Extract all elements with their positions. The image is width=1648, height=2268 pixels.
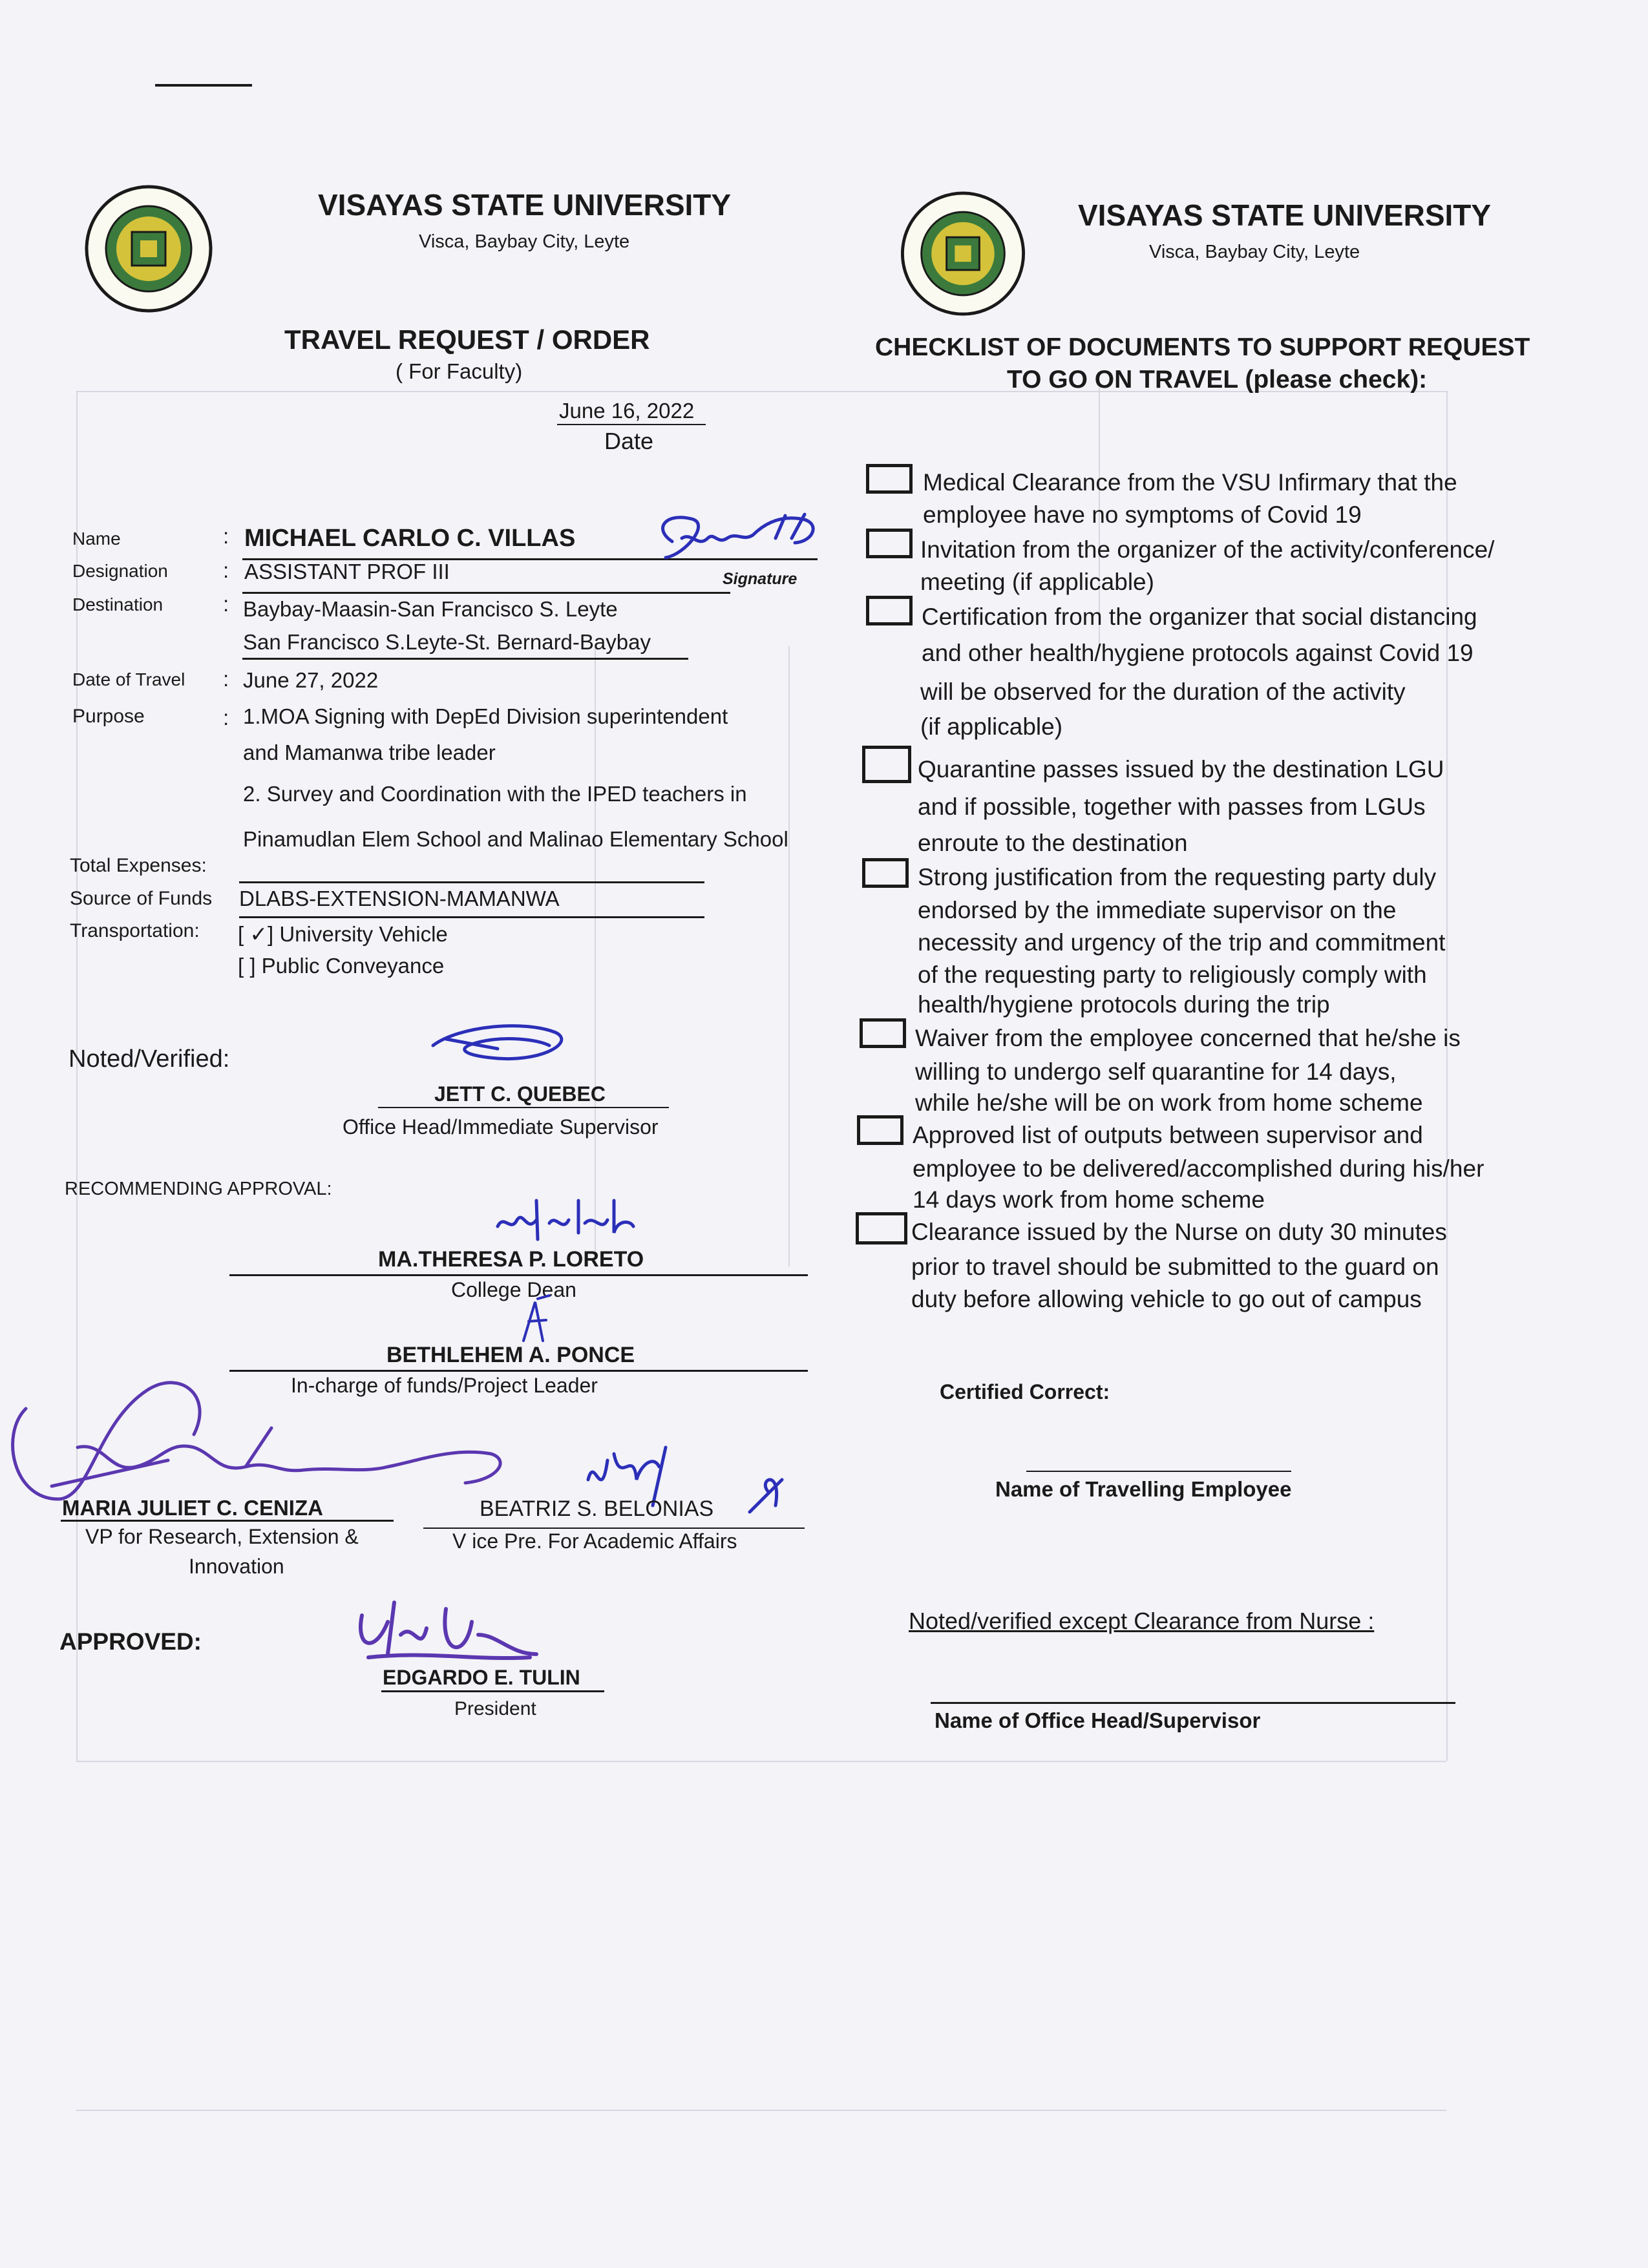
checkbox-certification[interactable]	[866, 596, 913, 625]
employee-signature	[646, 503, 834, 574]
date-of-travel-label: Date of Travel	[72, 669, 185, 689]
funds-initials	[511, 1296, 562, 1347]
checklist-item-text: prior to travel should be submitted to the guard on	[911, 1254, 1439, 1280]
purpose-line: 2. Survey and Coordination with the IPED teachers in	[243, 782, 747, 806]
checklist-item-text: will be observed for the duration of the activity	[920, 678, 1406, 705]
travelling-employee-label: Name of Travelling Employee	[995, 1477, 1292, 1501]
name-label: Name	[72, 529, 121, 549]
checklist-item-text: 14 days work from home scheme	[913, 1186, 1265, 1213]
colon: :	[223, 706, 229, 730]
checklist-item-text: employee to be delivered/accomplished during his/her	[913, 1155, 1484, 1182]
president-title: President	[454, 1698, 536, 1719]
source-of-funds-underline	[239, 916, 704, 918]
destination-line1: Baybay-Maasin-San Francisco S. Leyte	[243, 597, 618, 621]
form-title: TRAVEL REQUEST / ORDER	[284, 324, 650, 355]
checklist-item-text: of the requesting party to religiously comply with	[918, 961, 1427, 988]
vp-research-title-line2: Innovation	[189, 1555, 284, 1578]
vp-research-title: VP for Research, Extension &	[85, 1525, 359, 1548]
checklist-item-text: and other health/hygiene protocols against Covid 19	[922, 640, 1474, 666]
checklist-item-text: Waiver from the employee concerned that he/she is	[915, 1025, 1461, 1051]
vp-research-line	[61, 1520, 394, 1522]
date-label: Date	[604, 428, 654, 454]
source-of-funds-label: Source of Funds	[70, 888, 213, 909]
vp-research-name: MARIA JULIET C. CENIZA	[62, 1496, 323, 1520]
checklist-item-text: necessity and urgency of the trip and commitment	[918, 929, 1446, 956]
certified-correct-label: Certified Correct:	[940, 1380, 1110, 1403]
colon: :	[223, 667, 229, 691]
designation-underline	[242, 592, 730, 594]
colon: :	[223, 524, 229, 548]
university-name-right: VISAYAS STATE UNIVERSITY	[1078, 198, 1492, 232]
vp-academic-line	[423, 1528, 805, 1529]
bleed-through-line	[76, 1761, 1446, 1762]
dean-title: College Dean	[451, 1278, 576, 1301]
recommending-approval-label: RECOMMENDING APPROVAL:	[65, 1179, 332, 1199]
bleed-through-line	[788, 646, 790, 1266]
checklist-item-text: enroute to the destination	[918, 830, 1188, 856]
supervisor-signature	[420, 1020, 575, 1071]
transportation-label: Transportation:	[70, 920, 200, 941]
university-seal-left	[76, 184, 222, 313]
destination-line2: San Francisco S.Leyte-St. Bernard-Baybay	[243, 630, 651, 654]
name-value: MICHAEL CARLO C. VILLAS	[244, 525, 576, 552]
funds-name: BETHLEHEM A. PONCE	[386, 1343, 635, 1367]
designation-value: ASSISTANT PROF III	[244, 560, 450, 583]
transport-option-university-vehicle[interactable]: [ ✓] University Vehicle	[238, 922, 448, 946]
bleed-through-line	[595, 646, 596, 1266]
checklist-item-text: duty before allowing vehicle to go out of campus	[911, 1286, 1422, 1312]
bleed-through-line	[1446, 391, 1448, 1761]
transport-option-public-conveyance[interactable]: [ ] Public Conveyance	[238, 954, 445, 978]
checklist-item-text: Approved list of outputs between supervisor and	[913, 1122, 1423, 1148]
checklist-title-line2: TO GO ON TRAVEL (please check):	[1007, 366, 1428, 394]
colon: :	[223, 592, 229, 616]
checklist-item-text: Invitation from the organizer of the activity/conference/	[920, 536, 1495, 563]
checklist-item-text: Clearance issued by the Nurse on duty 30 minutes	[911, 1219, 1447, 1245]
checklist-item-text: Certification from the organizer that social distancing	[922, 604, 1477, 630]
funds-title: In-charge of funds/Project Leader	[291, 1374, 598, 1397]
noted-verified-label: Noted/Verified:	[69, 1045, 230, 1073]
checklist-title: CHECKLIST OF DOCUMENTS TO SUPPORT REQUEST	[875, 333, 1530, 361]
colon: :	[223, 558, 229, 582]
destination-underline	[242, 658, 688, 660]
checklist-item-text: Strong justification from the requesting party duly	[918, 864, 1437, 890]
total-expenses-underline	[239, 881, 704, 883]
approved-label: APPROVED:	[59, 1628, 202, 1655]
signature-caption: Signature	[723, 570, 798, 588]
designation-label: Designation	[72, 561, 168, 581]
university-seal-right	[891, 191, 1036, 317]
purpose-line: Pinamudlan Elem School and Malinao Elementary School	[243, 827, 788, 851]
scan-mark	[155, 84, 252, 87]
destination-label: Destination	[72, 594, 164, 614]
bleed-through-line	[76, 2110, 1446, 2111]
checklist-item-text: and if possible, together with passes from LGUs	[918, 793, 1426, 820]
checklist-item-text: Medical Clearance from the VSU Infirmary that the	[923, 469, 1457, 496]
vp-academic-title: V ice Pre. For Academic Affairs	[452, 1529, 737, 1553]
checklist-item-text: willing to undergo self quarantine for 14 days,	[915, 1058, 1397, 1085]
vp-academic-name: BEATRIZ S. BELONIAS	[480, 1496, 714, 1521]
checkbox-approved-outputs[interactable]	[857, 1115, 903, 1145]
checkbox-quarantine-passes[interactable]	[862, 746, 911, 783]
purpose-line: and Mamanwa tribe leader	[243, 740, 496, 764]
checklist-item-text: while he/she will be on work from home scheme	[915, 1089, 1423, 1116]
office-head-line	[931, 1702, 1455, 1704]
checklist-item-text: employee have no symptoms of Covid 19	[923, 501, 1362, 528]
date-value: June 16, 2022	[559, 399, 695, 423]
dean-line	[229, 1274, 808, 1276]
purpose-line: 1.MOA Signing with DepEd Division superintendent	[243, 704, 728, 728]
checkbox-waiver[interactable]	[860, 1018, 906, 1048]
president-name: EDGARDO E. TULIN	[383, 1666, 580, 1689]
checklist-item-text: health/hygiene protocols during the trip	[918, 991, 1330, 1018]
date-underline	[557, 424, 706, 425]
university-address: Visca, Baybay City, Leyte	[419, 231, 630, 252]
travelling-employee-line	[1026, 1471, 1291, 1472]
checklist-item-text: meeting (if applicable)	[920, 569, 1154, 595]
checkbox-nurse-clearance[interactable]	[856, 1212, 907, 1244]
checkbox-strong-justification[interactable]	[862, 858, 909, 888]
supervisor-line	[378, 1107, 669, 1108]
checklist-item-text: (if applicable)	[920, 713, 1063, 740]
president-line	[381, 1690, 604, 1692]
checklist-item-text: Quarantine passes issued by the destination LGU	[918, 756, 1444, 782]
checkbox-medical-clearance[interactable]	[866, 464, 913, 494]
purpose-label: Purpose	[72, 706, 145, 727]
university-address-right: Visca, Baybay City, Leyte	[1149, 242, 1360, 262]
total-expenses-label: Total Expenses:	[70, 855, 207, 876]
supervisor-title: Office Head/Immediate Supervisor	[343, 1115, 659, 1139]
noted-except-label: Noted/verified except Clearance from Nurse :	[909, 1608, 1375, 1634]
source-of-funds-value: DLABS-EXTENSION-MAMANWA	[239, 887, 560, 910]
checklist-item-text: endorsed by the immediate supervisor on the	[918, 897, 1397, 923]
dean-signature	[491, 1194, 646, 1246]
form-subtitle: ( For Faculty)	[396, 359, 523, 383]
office-head-label: Name of Office Head/Supervisor	[935, 1708, 1261, 1732]
checkbox-invitation[interactable]	[866, 529, 913, 558]
university-name: VISAYAS STATE UNIVERSITY	[318, 188, 732, 222]
dean-name: MA.THERESA P. LORETO	[378, 1247, 644, 1272]
date-of-travel-value: June 27, 2022	[243, 668, 379, 692]
supervisor-name: JETT C. QUEBEC	[434, 1082, 606, 1106]
